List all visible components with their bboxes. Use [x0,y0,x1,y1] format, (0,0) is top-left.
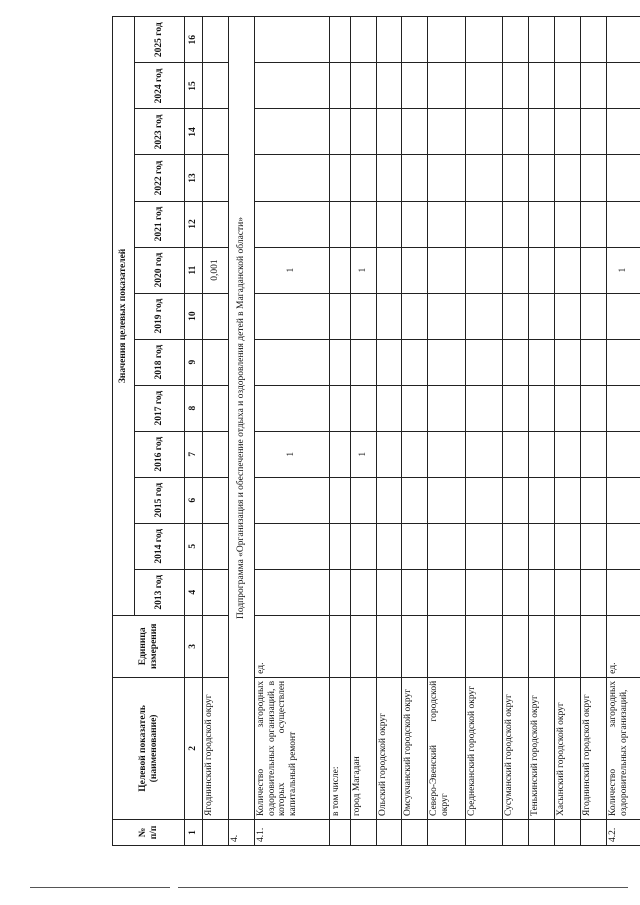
value-cell [529,109,555,155]
value-cell [402,385,428,431]
value-cell [580,431,606,477]
value-cell [555,523,581,569]
header-year: 2023 год [135,109,185,155]
value-cell [580,523,606,569]
value-cell [402,431,428,477]
row-number [402,819,428,845]
value-cell [329,17,350,63]
value-cell [350,569,376,615]
header-year: 2022 год [135,155,185,201]
row-number [350,819,376,845]
indicator-name: Хасынский городской округ [555,677,581,819]
value-cell [529,339,555,385]
value-cell [329,523,350,569]
unit-cell [555,615,581,677]
value-cell [203,155,229,201]
value-cell [465,155,503,201]
value-cell [503,201,529,247]
header-indicator: Целевой показатель (наименование) [113,677,185,819]
indicator-name: Среднеканский городской округ [465,677,503,819]
value-cell [529,477,555,523]
column-number: 14 [185,109,203,155]
value-cell [580,201,606,247]
value-cell [329,477,350,523]
header-year: 2015 год [135,477,185,523]
table-row [329,17,350,846]
value-cell [329,339,350,385]
value-cell [503,569,529,615]
value-cell [606,477,640,523]
value-cell [606,63,640,109]
value-cell [606,523,640,569]
value-cell [503,477,529,523]
value-cell: 1 [254,431,329,477]
unit-cell [465,615,503,677]
unit-cell [350,615,376,677]
value-cell [376,247,402,293]
value-cell [402,247,428,293]
indicator-name: Северо-Эвенский городской округ [428,677,466,819]
value-cell [529,63,555,109]
table-row [350,17,376,846]
column-number: 13 [185,155,203,201]
value-cell [606,155,640,201]
value-cell [402,523,428,569]
table-row [555,17,581,846]
column-number: 2 [185,677,203,819]
value-cell [580,63,606,109]
row-number: 4.2. [606,819,640,845]
value-cell [428,63,466,109]
value-cell [428,431,466,477]
value-cell [254,385,329,431]
column-number: 1 [185,819,203,845]
header-values-title: Значения целевых показателей [113,17,135,616]
table-row [580,17,606,846]
value-cell [203,201,229,247]
value-cell [376,339,402,385]
value-cell [203,477,229,523]
value-cell [402,109,428,155]
header-year: 2024 год [135,63,185,109]
value-cell [555,201,581,247]
value-cell [503,247,529,293]
value-cell [503,155,529,201]
table-row [428,17,466,846]
value-cell [503,293,529,339]
value-cell [580,109,606,155]
value-cell [503,109,529,155]
target-indicators-table [112,16,640,846]
unit-cell [580,615,606,677]
value-cell [555,155,581,201]
value-cell [555,339,581,385]
value-cell [555,569,581,615]
table-row [203,17,229,846]
value-cell [606,385,640,431]
value-cell: 1 [254,247,329,293]
indicator-name: Тенькинский городской округ [529,677,555,819]
value-cell [329,385,350,431]
value-cell [580,339,606,385]
value-cell [329,293,350,339]
value-cell [203,17,229,63]
indicator-name: Сусуманский городской округ [503,677,529,819]
row-number [580,819,606,845]
column-number: 6 [185,477,203,523]
indicator-name: город Магадан [350,677,376,819]
value-cell [465,523,503,569]
unit-cell [402,615,428,677]
value-cell [376,477,402,523]
value-cell [376,523,402,569]
value-cell [376,293,402,339]
value-cell [529,523,555,569]
value-cell [503,63,529,109]
unit-cell [529,615,555,677]
value-cell [329,247,350,293]
table-row [606,17,640,846]
value-cell [350,293,376,339]
unit-cell [376,615,402,677]
header-year: 2025 год [135,17,185,63]
table-row [465,17,503,846]
value-cell: 1 [350,247,376,293]
value-cell [428,385,466,431]
value-cell [203,385,229,431]
value-cell [402,155,428,201]
value-cell [376,385,402,431]
footer-line-left [30,887,170,888]
column-number: 11 [185,247,203,293]
value-cell [402,339,428,385]
unit-cell [428,615,466,677]
column-number: 3 [185,615,203,677]
subprogram-title: Подпрограмма «Организация и обеспечение отдыха и оздоровления детей в Магаданской области» [228,17,254,820]
value-cell [402,63,428,109]
row-number [428,819,466,845]
value-cell [350,201,376,247]
indicator-name: Количество загородных оздоровительных организаций, в которых осуществлен капитальный ремонт [254,677,329,819]
value-cell [254,201,329,247]
value-cell [329,155,350,201]
column-number: 15 [185,63,203,109]
row-number [529,819,555,845]
unit-cell: ед. [606,615,640,677]
value-cell [606,293,640,339]
footer-line-right [178,887,628,888]
rotated-table-page [112,16,640,846]
value-cell [329,63,350,109]
indicator-name: Ольский городской округ [376,677,402,819]
header-year: 2018 год [135,339,185,385]
value-cell [203,63,229,109]
row-number [555,819,581,845]
indicator-name: Омсукчанский городской округ [402,677,428,819]
value-cell [402,477,428,523]
value-cell [529,155,555,201]
column-number: 5 [185,523,203,569]
value-cell [428,293,466,339]
value-cell [555,293,581,339]
row-number [503,819,529,845]
value-cell [428,109,466,155]
table-row [402,17,428,846]
value-cell [606,17,640,63]
value-cell [350,523,376,569]
value-cell [254,109,329,155]
value-cell [203,293,229,339]
value-cell [580,293,606,339]
value-cell [606,339,640,385]
value-cell [254,569,329,615]
indicator-name: Ягоднинский городской округ [203,677,229,819]
value-cell [580,477,606,523]
value-cell [428,339,466,385]
value-cell [402,569,428,615]
unit-cell [203,615,229,677]
value-cell [428,155,466,201]
value-cell [465,339,503,385]
value-cell [428,201,466,247]
value-cell: 1 [350,431,376,477]
column-number: 4 [185,569,203,615]
header-year: 2016 год [135,431,185,477]
value-cell [350,339,376,385]
value-cell [580,569,606,615]
row-number [376,819,402,845]
value-cell [529,385,555,431]
row-number [329,819,350,845]
indicator-name: Количество загородных оздоровительных организаций, [606,677,640,819]
value-cell [376,63,402,109]
header-num: № п/п [113,819,185,845]
indicator-name: в том числе: [329,677,350,819]
value-cell [465,247,503,293]
row-number [465,819,503,845]
value-cell [529,431,555,477]
value-cell [254,155,329,201]
value-cell [529,201,555,247]
value-cell [254,17,329,63]
value-cell [428,523,466,569]
subprogram-row [228,17,254,846]
unit-cell [503,615,529,677]
row-number [203,819,229,845]
value-cell [428,477,466,523]
header-year: 2014 год [135,523,185,569]
value-cell [376,17,402,63]
value-cell [465,109,503,155]
value-cell [555,431,581,477]
value-cell [350,385,376,431]
value-cell [580,385,606,431]
value-cell [254,477,329,523]
row-number: 4. [228,819,254,845]
value-cell [254,63,329,109]
value-cell [402,17,428,63]
column-number: 9 [185,339,203,385]
value-cell [376,109,402,155]
value-cell [503,339,529,385]
value-cell: 1 [606,247,640,293]
value-cell [329,569,350,615]
value-cell [465,477,503,523]
value-cell [555,247,581,293]
value-cell [376,201,402,247]
value-cell [376,155,402,201]
value-cell [329,431,350,477]
value-cell [402,293,428,339]
value-cell [580,17,606,63]
value-cell [428,569,466,615]
table-row [503,17,529,846]
row-number: 4.1. [254,819,329,845]
value-cell [465,17,503,63]
header-year: 2021 год [135,201,185,247]
value-cell [503,431,529,477]
value-cell [203,523,229,569]
value-cell [428,247,466,293]
table-row [254,17,329,846]
column-number: 16 [185,17,203,63]
column-number: 12 [185,201,203,247]
value-cell [580,155,606,201]
value-cell [503,385,529,431]
table-row [376,17,402,846]
table-row [529,17,555,846]
unit-cell: ед. [254,615,329,677]
header-year: 2017 год [135,385,185,431]
value-cell [376,569,402,615]
value-cell [350,63,376,109]
value-cell [350,17,376,63]
value-cell [606,569,640,615]
value-cell [555,109,581,155]
value-cell [465,293,503,339]
value-cell [203,569,229,615]
header-year: 2019 год [135,293,185,339]
header-year: 2020 год [135,247,185,293]
value-cell [580,247,606,293]
value-cell [203,109,229,155]
value-cell [428,17,466,63]
value-cell [465,201,503,247]
column-number: 7 [185,431,203,477]
unit-cell [329,615,350,677]
value-cell: 0,001 [203,247,229,293]
value-cell [329,109,350,155]
value-cell [555,17,581,63]
value-cell [350,477,376,523]
value-cell [350,109,376,155]
value-cell [254,523,329,569]
value-cell [203,431,229,477]
value-cell [350,155,376,201]
value-cell [465,385,503,431]
value-cell [465,569,503,615]
header-year: 2013 год [135,569,185,615]
value-cell [465,63,503,109]
header-unit: Единица измерения [113,615,185,677]
value-cell [402,201,428,247]
value-cell [606,431,640,477]
value-cell [254,339,329,385]
column-number: 10 [185,293,203,339]
column-number: 8 [185,385,203,431]
value-cell [529,247,555,293]
value-cell [329,201,350,247]
value-cell [606,201,640,247]
value-cell [555,477,581,523]
indicator-name: Ягоднинский городской округ [580,677,606,819]
value-cell [529,293,555,339]
value-cell [376,431,402,477]
value-cell [465,431,503,477]
value-cell [606,109,640,155]
value-cell [503,523,529,569]
value-cell [529,569,555,615]
value-cell [555,63,581,109]
value-cell [254,293,329,339]
value-cell [529,17,555,63]
value-cell [203,339,229,385]
value-cell [555,385,581,431]
value-cell [503,17,529,63]
